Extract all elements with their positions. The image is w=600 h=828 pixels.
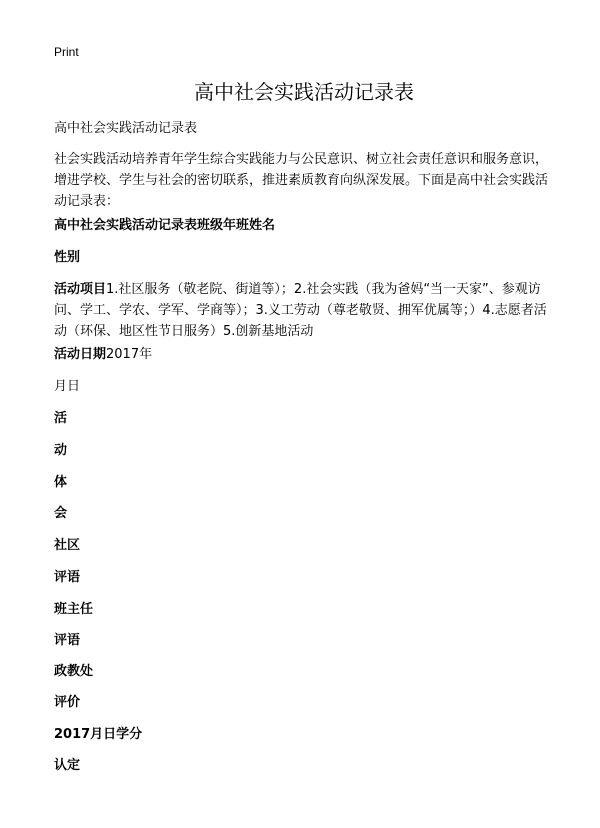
- line-evaluation: 评价: [54, 695, 81, 710]
- line-certify: 认定: [54, 758, 81, 773]
- intro-paragraph: 社会实践活动培养青年学生综合实践能力与公民意识、树立社会责任意识和服务意识，增进学校、学生与社会的密切联系，推进素质教育向纵深发展。下面是高中社会实践活动记录表：: [54, 152, 549, 209]
- gender-label: 性别: [54, 250, 81, 265]
- line-dong: 动: [54, 443, 68, 458]
- activity-date-label: 活动日期: [54, 347, 107, 362]
- line-hui: 会: [54, 506, 68, 521]
- activity-date-value: 2017年: [106, 347, 153, 362]
- activity-items-text: 1.社区服务（敬老院、街道等）；2.社会实践（我为爸妈“当一天家”、参观访问、学工、学农、学军、学商等）；3.义工劳动（尊老敬贤、拥军优属等；）4.志愿者活动（环保、地区性节日服务）5.创新基地活动: [54, 282, 547, 339]
- activity-items-label: 活动项目: [54, 282, 107, 297]
- line-credit-date: 2017月日学分: [54, 727, 143, 742]
- line-ti: 体: [54, 475, 68, 490]
- print-link[interactable]: Print: [54, 45, 79, 59]
- line-huo: 活: [54, 411, 68, 426]
- header-line: 高中社会实践活动记录表班级年班姓名: [54, 218, 276, 233]
- line-political-office: 政教处: [54, 664, 94, 679]
- subtitle: 高中社会实践活动记录表: [54, 121, 198, 136]
- line-class-teacher: 班主任: [54, 602, 94, 617]
- document-title: 高中社会实践活动记录表: [194, 80, 414, 104]
- line-comment-1: 评语: [54, 570, 81, 585]
- line-comment-2: 评语: [54, 633, 81, 648]
- line-community: 社区: [54, 538, 81, 553]
- month-day: 月日: [54, 379, 81, 394]
- activity-items: [54, 279, 548, 342]
- activity-date: [54, 344, 548, 365]
